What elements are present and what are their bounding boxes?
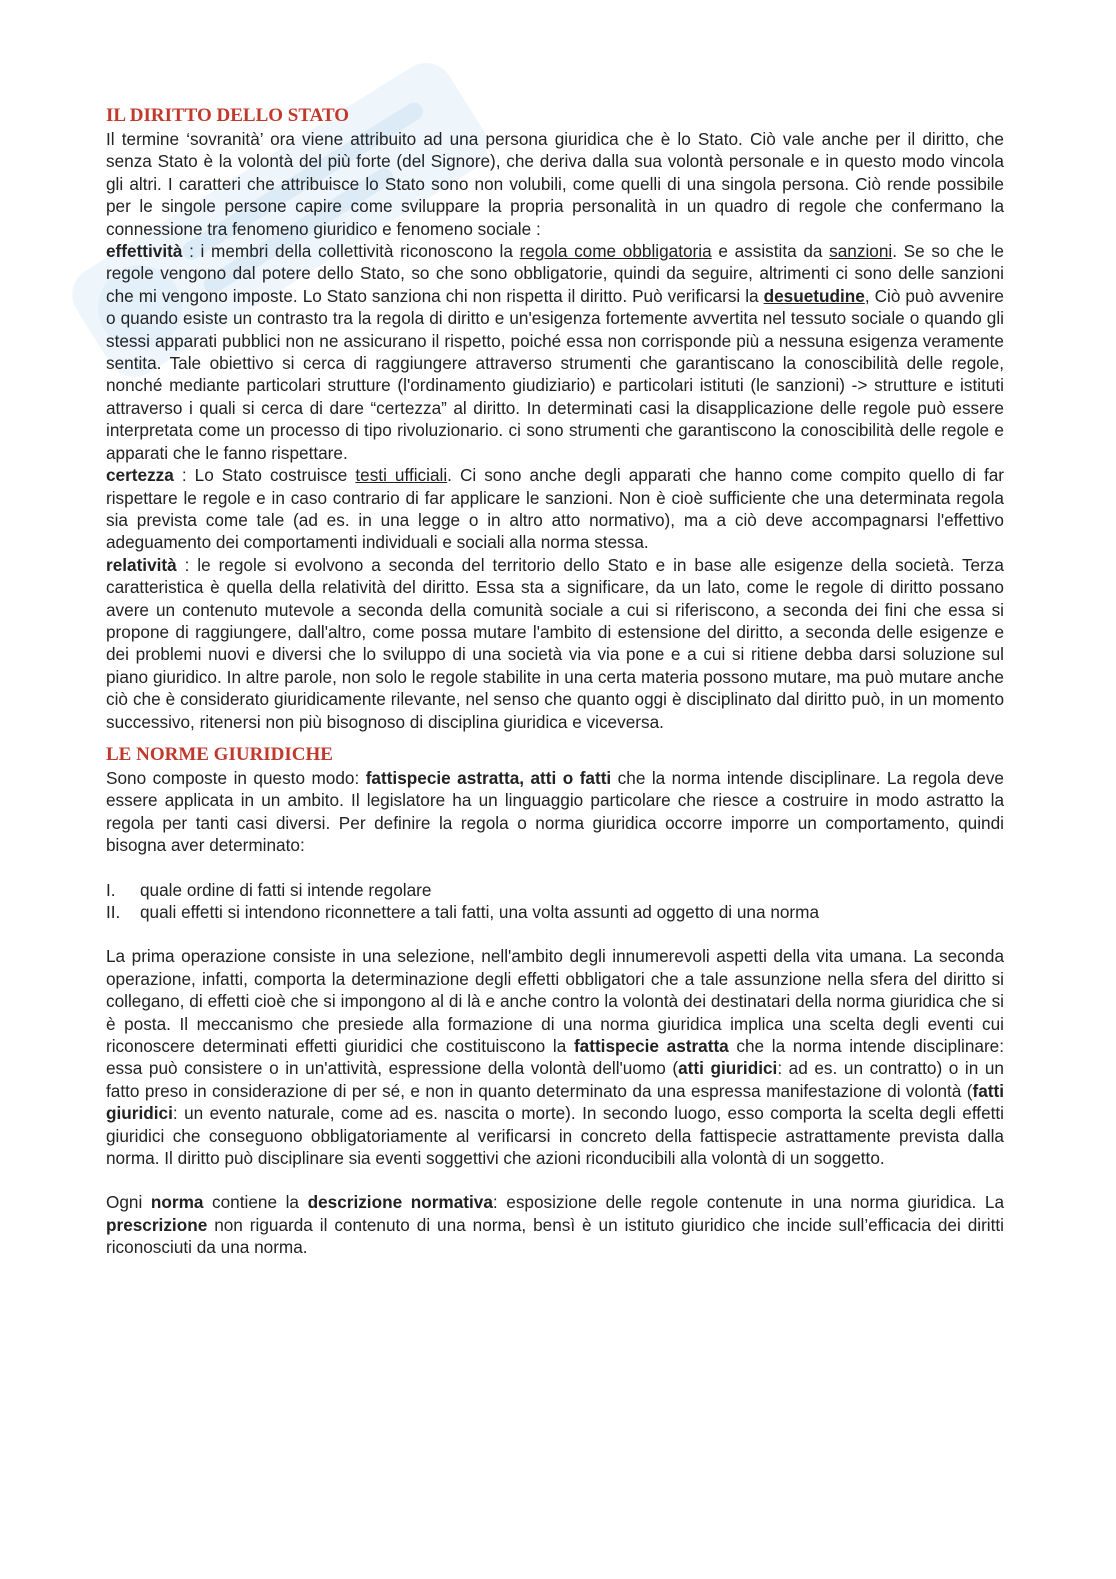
term-desuetudine: desuetudine — [763, 285, 865, 306]
section-heading-norme-giuridiche: LE NORME GIURIDICHE — [106, 743, 333, 765]
paragraph-norme-intro: Sono composte in questo modo: fattispecie astratta, atti o fatti che la norma intende disciplinare. La regola deve essere applicata in un ambito. Il legislatore ha un linguaggio particolare che riesce a costruire in modo astratto la regola per tanti casi diversi. Per definire la regola o norma giuridica occorre imporre un comportamento, quindi bisogna aver determinato: — [106, 767, 1004, 856]
paragraph-certezza: certezza : Lo Stato costruisce testi ufficiali. Ci sono anche degli apparati che hanno come compito quello di far rispettare le regole e in caso contrario di far applicare le sanzioni. Non è cioè sufficiente che una determinata regola sia prevista come tale (ad es. in una legge o in altro atto normativo), ma a ciò deve accompagnarsi l'effettivo adeguamento dei comportamenti individuali e sociali alla norma stessa. — [106, 465, 1005, 553]
term-effettivita: effettività — [106, 241, 183, 262]
paragraph-effettivita: effettività : i membri della collettività riconoscono la regola come obbligatoria e assistita da sanzioni. Se so che le regole vengono dal potere dello Stato, so che sono obbligatorie, quindi da seguire, altrimenti ci sono delle sanzioni che mi vengono imposte. Lo Stato sanziona chi non rispetta il diritto. Può verificarsi la desuetudine, Ciò può avvenire o quando esiste un contrasto tra la regola di diritto e un'esigenza fortemente avvertita nel tessuto sociale o quando gli stessi apparati pubblici non ne assicurano il rispetto, poiché essa non corrisponde più a nessuna esigenza veramente sentita. Tale obiettivo si cerca di raggiungere attraverso strumenti che garantiscano la conoscibilità delle regole, nonché mediante particolari strutture (l'ordinamento giudiziario) e particolari istituti (le sanzioni) -> strutture e istituti attraverso i quali si cerca di dare “certezza” al diritto. In determinati casi la disapplicazione delle regole può essere interpretata come un processo di tipo rivoluzionario. ci sono strumenti che garantiscono la conoscibilità delle regole e apparati che le fanno rispettare. — [106, 241, 1004, 463]
term-relativita: relatività — [106, 554, 177, 575]
list-item: I. quale ordine di fatti si intende regolare — [106, 879, 432, 900]
underlined-sanzioni: sanzioni — [829, 241, 893, 262]
underlined-regola: regola come obbligatoria — [519, 241, 712, 262]
roman-list — [106, 879, 1004, 924]
term-certezza: certezza — [106, 465, 174, 486]
paragraph-relativita: relatività : le regole si evolvono a seconda del territorio dello Stato e in base alle esigenze della società. Terza caratteristica è quella della relatività del diritto. Essa sta a significare, da un lato, come le regole di diritto possano avere un contenuto mutevole a seconda della comunità sociale a cui si riferiscono, a seconda dei fini che essa si propone di raggiungere, dall'altro, come possa mutare l'ambito di estensione del diritto, a seconda delle esigenze e dei problemi nuovi e diversi che lo sviluppo di una società via via pone e a cui si ritiene debba darsi soluzione sul piano giuridico. In altre parole, non solo le regole stabilite in una certa materia possono mutare, ma può mutare anche ciò che è considerato giuridicamente rilevante, nel senso che quanto oggi è disciplinato dal diritto può, in un momento successivo, ritenersi non più bisognoso di disciplina giuridica e viceversa. — [106, 554, 1004, 732]
list-item: II. quali effetti si intendono riconnettere a tali fatti, una volta assunti ad oggetto di una norma — [106, 902, 820, 922]
underlined-testi-ufficiali: testi ufficiali — [355, 465, 448, 486]
paragraph-operazioni: La prima operazione consiste in una selezione, nell'ambito degli innumerevoli aspetti della vita umana. La seconda operazione, infatti, comporta la determinazione degli effetti obbligatori che a tale assunzione nella sfera del diritto si collegano, di effetti cioè che si impongono al di là e anche contro la volontà dei destinatari della norma giuridica che si è posta. Il meccanismo che presiede alla formazione di una norma giuridica implica una scelta degli eventi cui riconoscere determinati effetti giuridici che costituiscono la fattispecie astratta che la norma intende disciplinare: essa può consistere o in un'attività, espressione della volontà dell'uomo (atti giuridici: ad es. un contratto) o in un fatto preso in considerazione di per sé, e non in quanto determinato da una espressa manifestazione di volontà (fatti giuridici: un evento naturale, come ad es. nascita o morte). In secondo luogo, esso comporta la scelta degli effetti giuridici che conseguono obbligatoriamente al verificarsi in concreto della fattispecie astrattamente prevista dalla norma. Il diritto può disciplinare sia eventi soggettivi che azioni riconducibili alla volontà di un soggetto. — [106, 946, 1005, 1169]
paragraph-norma-descrizione: Ogni norma contiene la descrizione normativa: esposizione delle regole contenute in una norma giuridica. La prescrizione non riguarda il contenuto di una norma, bensì è un istituto giuridico che incide sull’efficacia dei diritti riconosciuti da una norma. — [106, 1192, 1005, 1258]
document-page — [106, 104, 1004, 1259]
section-heading-diritto-stato: IL DIRITTO DELLO STATO — [106, 105, 350, 126]
paragraph-intro: Il termine ‘sovranità’ ora viene attribuito ad una persona giuridica che è lo Stato. Ciò vale anche per il diritto, che senza Stato è la volontà del più forte (del Signore), che deriva dalla sua volontà personale e in questo modo vincola gli altri. I caratteri che attribuisce lo Stato sono non volubili, come quelli di una singola persona. Ciò rende possibile per le singole persone capire come sviluppare la propria personalità in un quadro di regole che confermano la connessione tra fenomeno giuridico e fenomeno sociale : — [106, 129, 1004, 239]
